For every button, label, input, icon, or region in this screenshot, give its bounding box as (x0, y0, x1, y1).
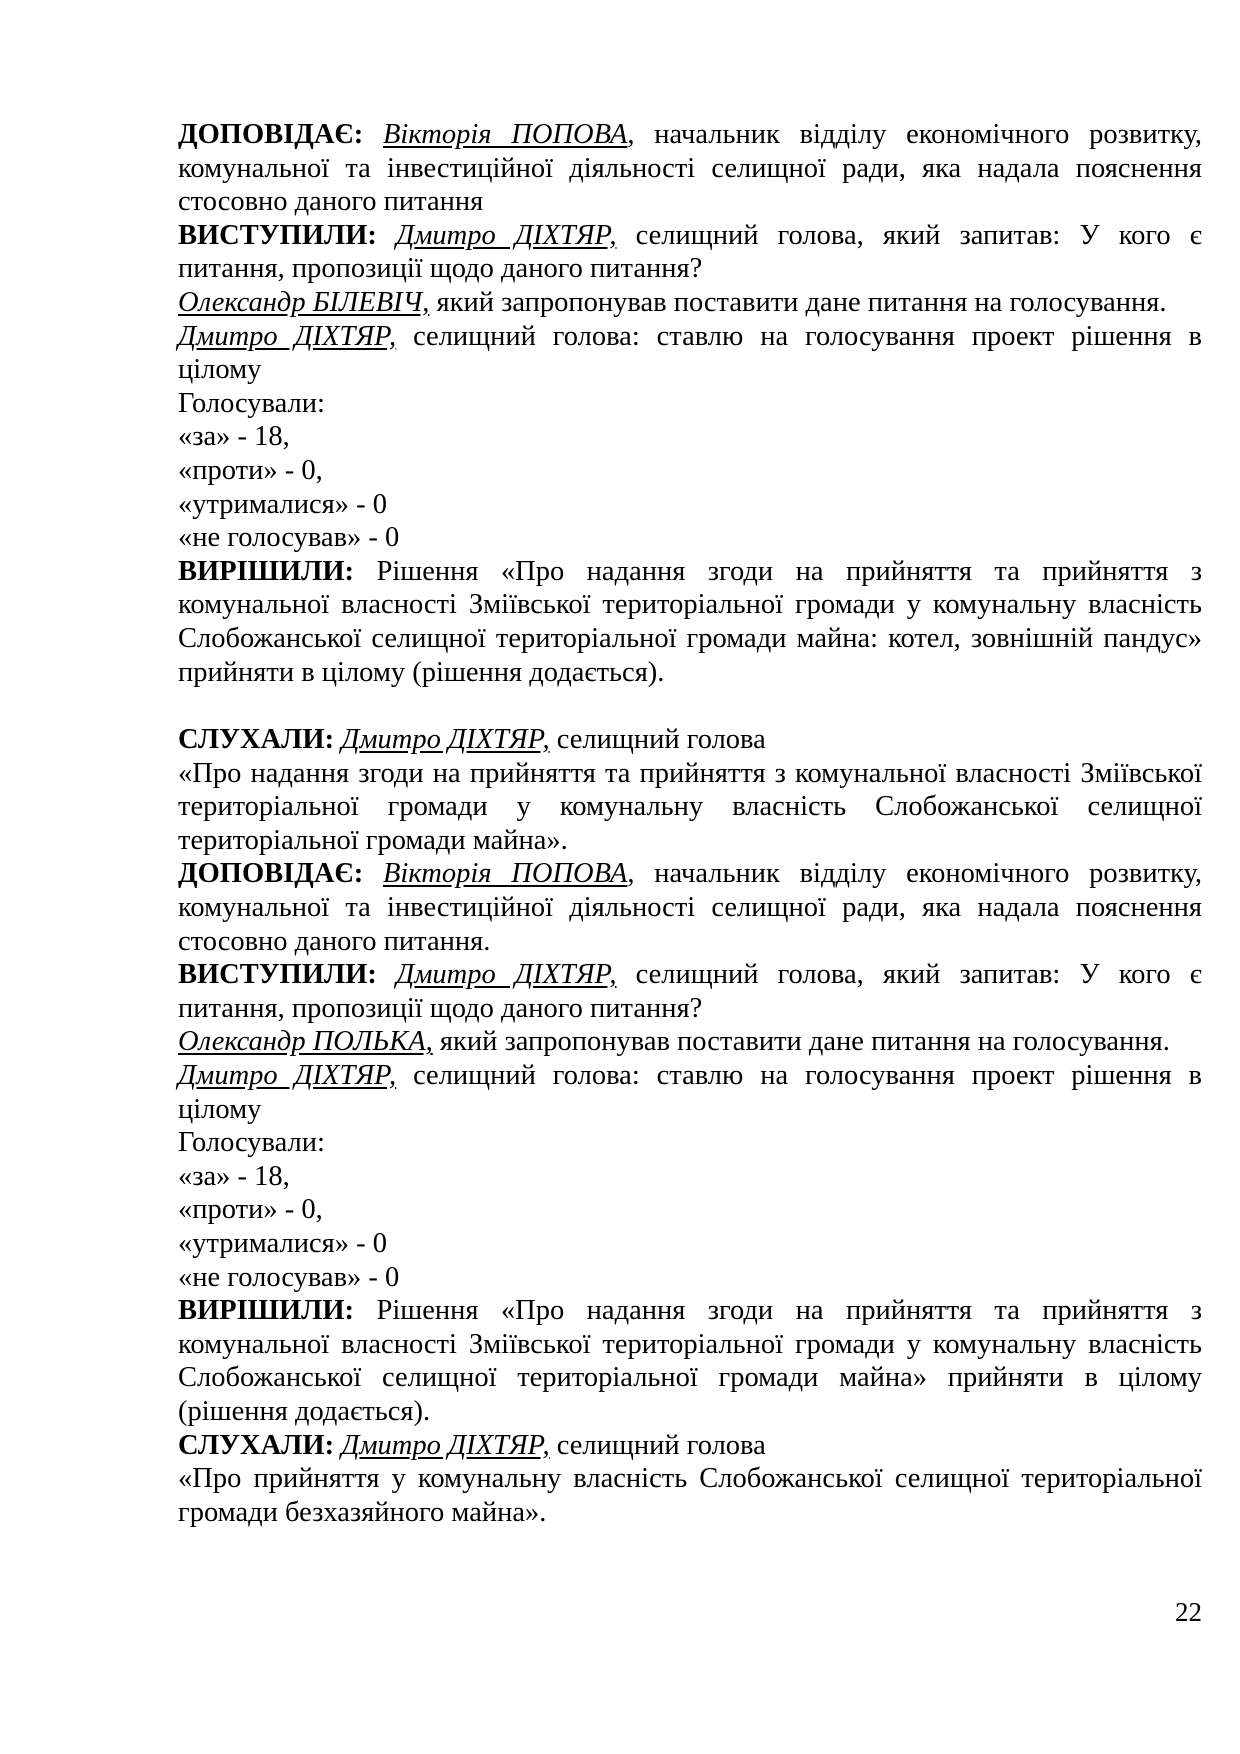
paragraph-text: який запропонував поставити дане питання на голосування. (429, 286, 1167, 318)
speaker-name: Дмитро ДІХТЯР, (178, 320, 397, 352)
paragraph-text: Голосували: (178, 1127, 325, 1159)
minutes-paragraph (178, 286, 1202, 320)
section-keyword: ВИСТУПИЛИ: (178, 959, 377, 991)
minutes-paragraph (178, 958, 1202, 1025)
minutes-paragraph (178, 219, 1202, 286)
minutes-paragraph (178, 1462, 1202, 1529)
paragraph-text: «утрималися» - 0 (178, 488, 388, 520)
paragraph-text: Голосували: (178, 387, 325, 419)
section-keyword: ВИРІШИЛИ: (178, 555, 355, 587)
minutes-paragraph (178, 420, 1202, 454)
speaker-name: Дмитро ДІХТЯР, (341, 1429, 550, 1461)
minutes-paragraph (178, 1429, 1202, 1463)
minutes-paragraph (178, 1025, 1202, 1059)
minutes-paragraph (178, 387, 1202, 421)
minutes-paragraph (178, 1059, 1202, 1126)
paragraph-text: Рішення «Про надання згоди на прийняття та прийняття з комунальної власності Зміївської територіальної громади у комунальну власність Слобожанської селищної територіальної громади майна» прийняти в цілому (рішення додається). (178, 1295, 1202, 1427)
minutes-paragraph (178, 1227, 1202, 1261)
minutes-paragraph (178, 488, 1202, 522)
minutes-paragraph (178, 555, 1202, 689)
paragraph-text: селищний голова, який запитав: У кого є питання, пропозиції щодо даного питання? (178, 219, 1203, 285)
speaker-name: Дмитро ДІХТЯР, (396, 219, 617, 251)
paragraph-text: селищний голова (549, 724, 766, 756)
paragraph-text: «не голосував» - 0 (178, 1261, 400, 1293)
page-number: 22 (1175, 1597, 1202, 1627)
paragraph-text: селищний голова: ставлю на голосування проект рішення в цілому (178, 1060, 1203, 1125)
paragraph-text: «за» - 18, (178, 1160, 290, 1192)
minutes-paragraph (178, 1193, 1202, 1227)
paragraph-text: «проти» - 0, (178, 454, 323, 486)
speaker-name: Олександр БІЛЕВІЧ, (178, 286, 430, 318)
paragraph-text: селищний голова, який запитав: У кого є питання, пропозиції щодо даного питання? (178, 959, 1203, 1024)
paragraph-text: , начальник відділу економічного розвитку, комунальної та інвестиційної діяльності селищної ради, яка надала пояснення стосовно даного питання (178, 119, 1203, 218)
speaker-name: Вікторія ПОПОВА (383, 858, 628, 890)
speaker-name: Дмитро ДІХТЯР, (396, 959, 617, 991)
speaker-name: Дмитро ДІХТЯР, (178, 1060, 397, 1092)
paragraph-text: «проти» - 0, (178, 1194, 323, 1226)
section-keyword: ДОПОВІДАЄ: (178, 119, 364, 150)
paragraph-text: який запропонував поставити дане питання на голосування. (432, 1026, 1170, 1058)
minutes-paragraph (178, 521, 1202, 555)
paragraph-text: «утрималися» - 0 (178, 1228, 388, 1259)
minutes-paragraph (178, 857, 1202, 958)
minutes-paragraph (178, 1160, 1202, 1194)
minutes-paragraph (178, 1126, 1202, 1160)
minutes-paragraph (178, 1294, 1202, 1428)
minutes-paragraph (178, 757, 1202, 858)
speaker-name: Дмитро ДІХТЯР, (341, 724, 550, 756)
section-keyword: СЛУХАЛИ: (178, 724, 335, 756)
paragraph-text: селищний голова (549, 1429, 766, 1461)
section-keyword: ДОПОВІДАЄ: (178, 858, 364, 890)
paragraph-text: Рішення «Про надання згоди на прийняття та прийняття з комунальної власності Зміївської територіальної громади у комунальну власність Слобожанської селищної територіальної громади майна: котел, зовнішній пандус» прийняти в цілому (рішення додається). (178, 555, 1202, 688)
paragraph-text: «не голосував» - 0 (178, 522, 400, 554)
minutes-paragraph (178, 118, 1202, 219)
paragraph-text: селищний голова: ставлю на голосування проект рішення в цілому (178, 320, 1203, 386)
minutes-paragraph (178, 454, 1202, 488)
speaker-name: Вікторія ПОПОВА (383, 119, 628, 150)
minutes-paragraph (178, 723, 1202, 757)
paragraph-text: , начальник відділу економічного розвитку, комунальної та інвестиційної діяльності селищної ради, яка надала пояснення стосовно даного питання. (178, 858, 1203, 957)
minutes-paragraph (178, 320, 1202, 387)
paragraph-text: «Про надання згоди на прийняття та прийняття з комунальної власності Зміївської територіальної громади у комунальну власність Слобожанської селищної територіальної громади майна». (178, 757, 1202, 856)
section-keyword: ВИРІШИЛИ: (178, 1295, 355, 1327)
document-body (178, 118, 1202, 1529)
section-keyword: ВИСТУПИЛИ: (178, 219, 377, 251)
section-keyword: СЛУХАЛИ: (178, 1429, 335, 1461)
speaker-name: Олександр ПОЛЬКА, (178, 1026, 433, 1058)
paragraph-text: «за» - 18, (178, 421, 290, 453)
minutes-paragraph (178, 1261, 1202, 1295)
paragraph-text: «Про прийняття у комунальну власність Слобожанської селищної територіальної громади безхазяйного майна». (178, 1463, 1202, 1528)
